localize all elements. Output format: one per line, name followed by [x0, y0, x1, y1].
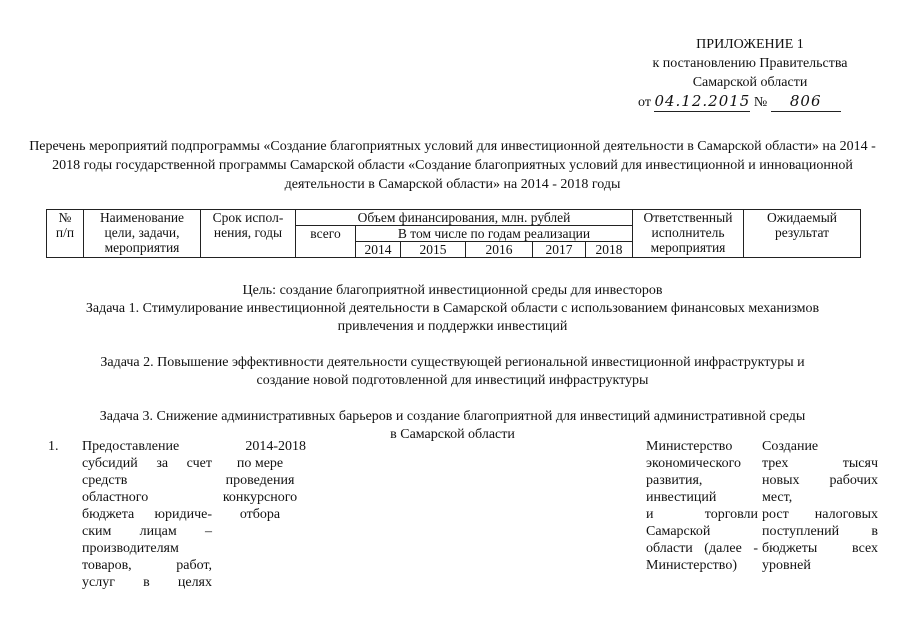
row-1-result: Создание трех тысяч новых рабочих мест, рост налоговых поступлений в бюджеты всех уровней	[762, 439, 878, 573]
col-term-header: Срок испол- нения, годы	[201, 210, 296, 258]
decree-number: 806	[771, 92, 841, 112]
task-1: Задача 1. Стимулирование инвестиционной деятельности в Самарской области с использованием финансовых механизмов привлечения и поддержки инвестиций	[85, 301, 820, 334]
col-name-header: Наименование цели, задачи, мероприятия	[84, 210, 201, 258]
number-label: №	[753, 95, 768, 110]
appendix-line-decree: к постановлению Правительства	[652, 56, 848, 71]
decree-date: 04.12.2015	[654, 92, 751, 110]
document-title: Перечень мероприятий подпрограммы «Создание благоприятных условий для инвестиционной деятельности в Самарской области» на 2014 - 2018 годы государственной программы Самарской области «Создание благоприятных условий для инвестиционной и инновационной деятельности в Самарской области» на 2014 - 2018 годы	[29, 139, 876, 192]
appendix-block	[620, 35, 880, 112]
appendix-title: ПРИЛОЖЕНИЕ 1	[696, 37, 804, 52]
year-2014: 2014	[356, 242, 401, 258]
row-1-term: 2014-2018 по мере проведения конкурсного отбора	[222, 439, 306, 522]
year-2015: 2015	[401, 242, 466, 258]
appendix-line-region: Самарской области	[692, 75, 808, 90]
task-2: Задача 2. Повышение эффективности деятельности существующей региональной инвестиционной инфраструктуры и создание новой подготовленной для инвестиций инфраструктуры	[100, 355, 805, 388]
goal-text: Цель: создание благоприятной инвестиционной среды для инвесторов	[242, 283, 663, 298]
year-2016: 2016	[466, 242, 533, 258]
year-2018: 2018	[586, 242, 633, 258]
from-label: от	[638, 95, 651, 110]
year-2017: 2017	[533, 242, 586, 258]
col-funding-header: Объем финансирования, млн. рублей	[296, 210, 633, 226]
row-1-responsible: Министерство экономического развития, инвестиций и торговли Самарской области (далее - Министерство)	[646, 439, 758, 573]
row-1-name: Предоставление субсидий за счет средств областного бюджета юридиче- ским лицам – производителям товаров, работ, услуг в целях	[82, 439, 212, 590]
col-num-header: № п/п	[47, 210, 84, 258]
col-by-years-header: В том числе по годам реализации	[356, 226, 633, 242]
row-1-number: 1.	[48, 439, 59, 454]
col-responsible-header: Ответственный исполнитель мероприятия	[633, 210, 744, 258]
goals-section	[20, 282, 885, 444]
col-expected-header: Ожидаемый результат	[744, 210, 861, 258]
appendix-date-line	[620, 92, 880, 112]
table-header	[46, 209, 861, 258]
task-3: Задача 3. Снижение административных барьеров и создание благоприятной для инвестиций административной среды в Самарской области	[99, 409, 806, 442]
col-total-header: всего	[296, 226, 356, 258]
